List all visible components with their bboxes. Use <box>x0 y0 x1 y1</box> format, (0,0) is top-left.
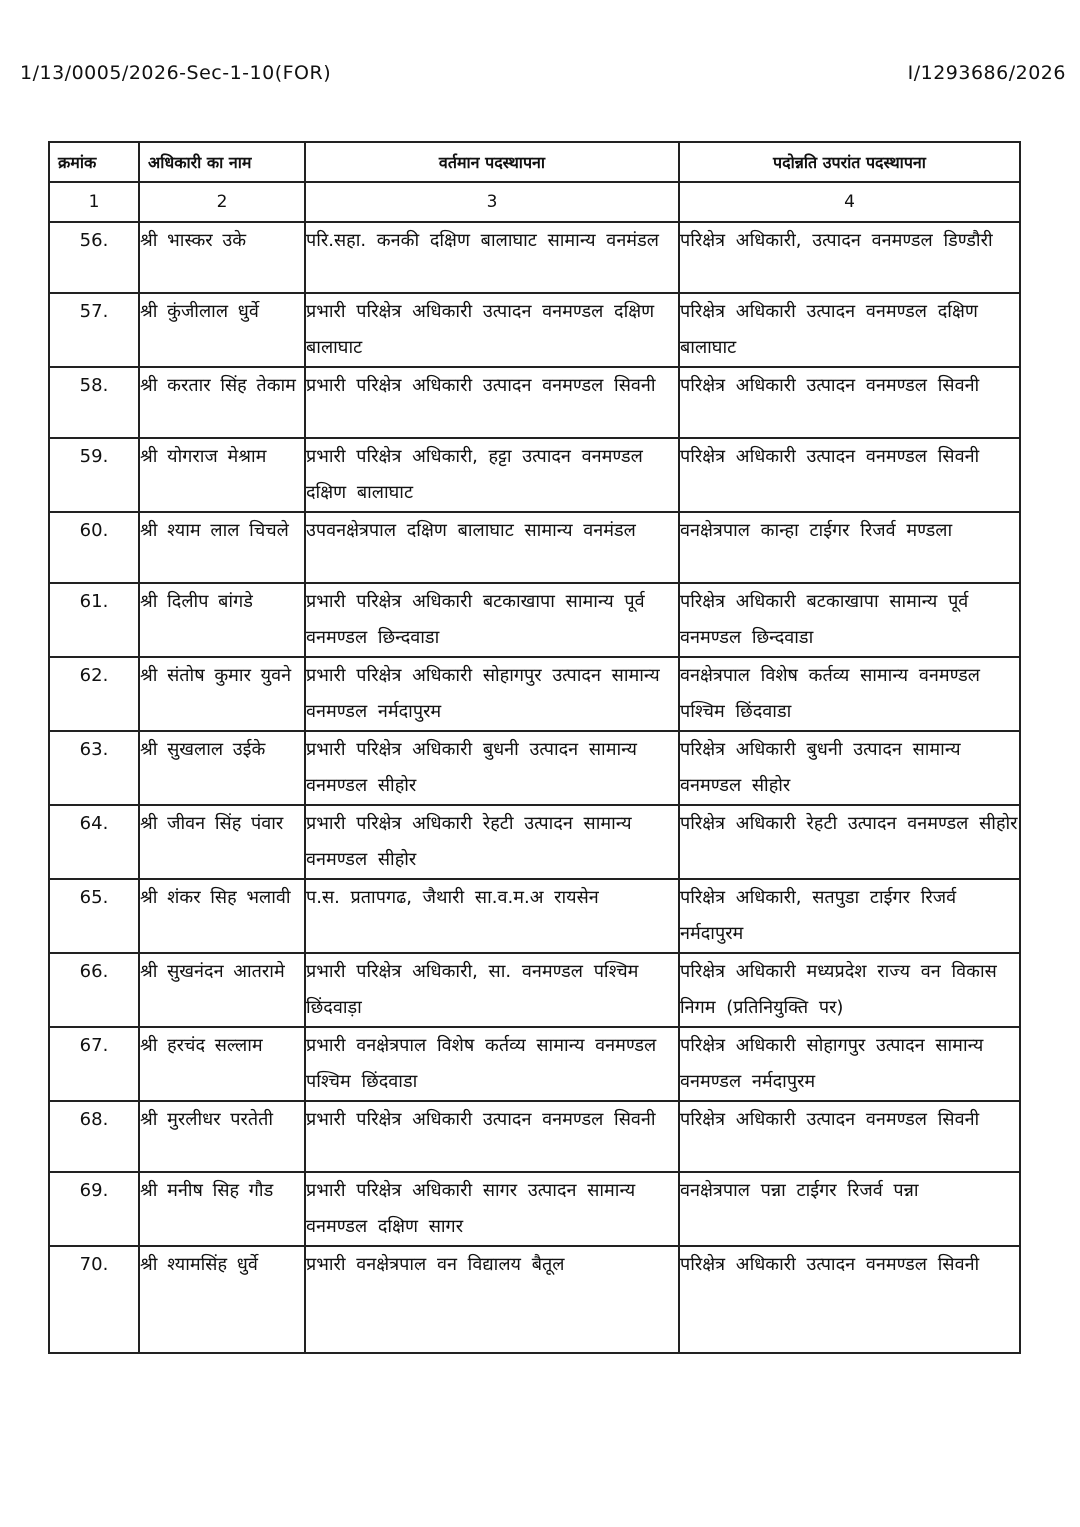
new-posting-cell: वनक्षेत्रपाल कान्हा टाईगर रिजर्व मण्डला <box>679 512 1020 583</box>
new-posting-cell: परिक्षेत्र अधिकारी मध्यप्रदेश राज्य वन विकास निगम (प्रतिनियुक्ति पर) <box>679 953 1020 1027</box>
current-posting-cell: प्रभारी परिक्षेत्र अधिकारी रेहटी उत्पादन सामान्य वनमण्डल सीहोर <box>305 805 679 879</box>
officer-name-cell: श्री मनीष सिह गौड <box>139 1172 305 1246</box>
table-row <box>49 1101 1020 1172</box>
officer-name-cell: श्री जीवन सिंह पंवार <box>139 805 305 879</box>
current-posting-cell: प्रभारी परिक्षेत्र अधिकारी उत्पादन वनमण्डल सिवनी <box>305 367 679 438</box>
officer-name-cell: श्री श्यामसिंह धुर्वे <box>139 1246 305 1353</box>
column-header-officer-name: अधिकारी का नाम <box>139 142 305 182</box>
serial-cell: 65. <box>49 879 139 953</box>
current-posting-cell: प्रभारी परिक्षेत्र अधिकारी सोहागपुर उत्पादन सामान्य वनमण्डल नर्मदापुरम <box>305 657 679 731</box>
serial-cell: 69. <box>49 1172 139 1246</box>
column-number-row <box>49 182 1020 222</box>
column-number: 3 <box>305 182 679 222</box>
serial-cell: 70. <box>49 1246 139 1353</box>
serial-cell: 57. <box>49 293 139 367</box>
serial-cell: 62. <box>49 657 139 731</box>
column-header-current-posting: वर्तमान पदस्थापना <box>305 142 679 182</box>
file-reference: 1/13/0005/2026-Sec-1-10(FOR) <box>20 62 332 84</box>
column-header-serial: क्रमांक <box>49 142 139 182</box>
serial-cell: 66. <box>49 953 139 1027</box>
table-row <box>49 1172 1020 1246</box>
table-row <box>49 1246 1020 1353</box>
current-posting-cell: प्रभारी परिक्षेत्र अधिकारी, सा. वनमण्डल पश्चिम छिंदवाड़ा <box>305 953 679 1027</box>
new-posting-cell: वनक्षेत्रपाल पन्ना टाईगर रिजर्व पन्ना <box>679 1172 1020 1246</box>
new-posting-cell: परिक्षेत्र अधिकारी बुधनी उत्पादन सामान्य वनमण्डल सीहोर <box>679 731 1020 805</box>
serial-cell: 63. <box>49 731 139 805</box>
current-posting-cell: परि.सहा. कनकी दक्षिण बालाघाट सामान्य वनमंडल <box>305 222 679 293</box>
table-row <box>49 657 1020 731</box>
table-header-row <box>49 142 1020 182</box>
promotion-posting-table <box>48 141 1021 1354</box>
column-header-new-posting: पदोन्नति उपरांत पदस्थापना <box>679 142 1020 182</box>
officer-name-cell: श्री सुखलाल उईके <box>139 731 305 805</box>
serial-cell: 59. <box>49 438 139 512</box>
table-row <box>49 805 1020 879</box>
table-row <box>49 583 1020 657</box>
table-row <box>49 293 1020 367</box>
officer-name-cell: श्री भास्कर उके <box>139 222 305 293</box>
new-posting-cell: परिक्षेत्र अधिकारी उत्पादन वनमण्डल सिवनी <box>679 367 1020 438</box>
table-row <box>49 512 1020 583</box>
new-posting-cell: परिक्षेत्र अधिकारी सोहागपुर उत्पादन सामान्य वनमण्डल नर्मदापुरम <box>679 1027 1020 1101</box>
serial-cell: 61. <box>49 583 139 657</box>
table-body <box>49 222 1020 1353</box>
officer-name-cell: श्री श्याम लाल चिचले <box>139 512 305 583</box>
new-posting-cell: परिक्षेत्र अधिकारी, सतपुडा टाईगर रिजर्व नर्मदापुरम <box>679 879 1020 953</box>
new-posting-cell: परिक्षेत्र अधिकारी उत्पादन वनमण्डल सिवनी <box>679 1101 1020 1172</box>
new-posting-cell: परिक्षेत्र अधिकारी उत्पादन वनमण्डल सिवनी <box>679 1246 1020 1353</box>
new-posting-cell: परिक्षेत्र अधिकारी उत्पादन वनमण्डल सिवनी <box>679 438 1020 512</box>
column-number: 4 <box>679 182 1020 222</box>
serial-cell: 60. <box>49 512 139 583</box>
current-posting-cell: प्रभारी परिक्षेत्र अधिकारी उत्पादन वनमण्डल दक्षिण बालाघाट <box>305 293 679 367</box>
officer-name-cell: श्री दिलीप बांगडे <box>139 583 305 657</box>
column-number: 1 <box>49 182 139 222</box>
officer-name-cell: श्री हरचंद सल्लाम <box>139 1027 305 1101</box>
current-posting-cell: उपवनक्षेत्रपाल दक्षिण बालाघाट सामान्य वनमंडल <box>305 512 679 583</box>
serial-cell: 56. <box>49 222 139 293</box>
document-reference: I/1293686/2026 <box>907 62 1066 84</box>
current-posting-cell: प्रभारी वनक्षेत्रपाल विशेष कर्तव्य सामान्य वनमण्डल पश्चिम छिंदवाडा <box>305 1027 679 1101</box>
officer-name-cell: श्री संतोष कुमार युवने <box>139 657 305 731</box>
officer-name-cell: श्री शंकर सिह भलावी <box>139 879 305 953</box>
current-posting-cell: प्रभारी वनक्षेत्रपाल वन विद्यालय बैतूल <box>305 1246 679 1353</box>
current-posting-cell: प.स. प्रतापगढ, जैथारी सा.व.म.अ रायसेन <box>305 879 679 953</box>
serial-cell: 67. <box>49 1027 139 1101</box>
current-posting-cell: प्रभारी परिक्षेत्र अधिकारी सागर उत्पादन सामान्य वनमण्डल दक्षिण सागर <box>305 1172 679 1246</box>
column-number: 2 <box>139 182 305 222</box>
current-posting-cell: प्रभारी परिक्षेत्र अधिकारी, हट्टा उत्पादन वनमण्डल दक्षिण बालाघाट <box>305 438 679 512</box>
new-posting-cell: परिक्षेत्र अधिकारी उत्पादन वनमण्डल दक्षिण बालाघाट <box>679 293 1020 367</box>
officer-name-cell: श्री करतार सिंह तेकाम <box>139 367 305 438</box>
table-row <box>49 438 1020 512</box>
officer-name-cell: श्री योगराज मेश्राम <box>139 438 305 512</box>
officer-name-cell: श्री मुरलीधर परतेती <box>139 1101 305 1172</box>
new-posting-cell: परिक्षेत्र अधिकारी रेहटी उत्पादन वनमण्डल सीहोर <box>679 805 1020 879</box>
new-posting-cell: परिक्षेत्र अधिकारी बटकाखापा सामान्य पूर्व वनमण्डल छिन्दवाडा <box>679 583 1020 657</box>
officer-name-cell: श्री कुंजीलाल धुर्वे <box>139 293 305 367</box>
serial-cell: 58. <box>49 367 139 438</box>
new-posting-cell: वनक्षेत्रपाल विशेष कर्तव्य सामान्य वनमण्डल पश्चिम छिंदवाडा <box>679 657 1020 731</box>
new-posting-cell: परिक्षेत्र अधिकारी, उत्पादन वनमण्डल डिण्डौरी <box>679 222 1020 293</box>
table-row <box>49 731 1020 805</box>
officer-name-cell: श्री सुखनंदन आतरामे <box>139 953 305 1027</box>
table-row <box>49 222 1020 293</box>
table-row <box>49 953 1020 1027</box>
current-posting-cell: प्रभारी परिक्षेत्र अधिकारी बटकाखापा सामान्य पूर्व वनमण्डल छिन्दवाडा <box>305 583 679 657</box>
table-row <box>49 367 1020 438</box>
table-row <box>49 879 1020 953</box>
current-posting-cell: प्रभारी परिक्षेत्र अधिकारी बुधनी उत्पादन सामान्य वनमण्डल सीहोर <box>305 731 679 805</box>
serial-cell: 64. <box>49 805 139 879</box>
serial-cell: 68. <box>49 1101 139 1172</box>
table-row <box>49 1027 1020 1101</box>
current-posting-cell: प्रभारी परिक्षेत्र अधिकारी उत्पादन वनमण्डल सिवनी <box>305 1101 679 1172</box>
